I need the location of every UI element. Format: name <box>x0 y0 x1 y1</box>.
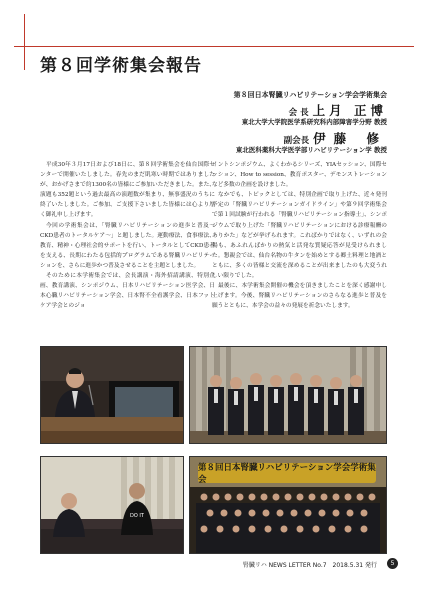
paragraph: そのために本学術集会では、会長講演・海外招請講演、特別企画、教育講演、シンポジウム、日本リハビリテーション医学会、日本心臓リハビリテーション学会、日本腎不全看護学会、日本フットケア学会とのジョ <box>40 273 215 310</box>
vice-president-affiliation: 東北医科薬科大学医学部リハビリテーション学 教授 <box>235 146 387 154</box>
title-accent-horizontal-rule <box>14 46 414 47</box>
svg-text:DO IT: DO IT <box>130 513 144 519</box>
president-affiliation: 東北大学大学院医学系研究科内部障害学分野 教授 <box>241 118 387 126</box>
article-column-right <box>212 160 387 311</box>
event-name: 第８回日本腎臓リハビリテーション学会学術集会 <box>233 91 387 99</box>
page-number-badge: 5 <box>387 558 398 569</box>
vice-president-name: 伊藤 修 <box>313 131 387 146</box>
photo-speaker-at-podium <box>40 346 184 444</box>
paragraph: イントシンポジウム、よくわかるシリーズ、YIAセッション、国際セッション、How to session、教育ポスター、デモンストレーションなど多数の企画を設けました。 <box>212 162 387 189</box>
president-name: 上月 正博 <box>312 103 387 118</box>
footer-text: 腎臓リハ NEWS LETTER No.7 2018.5.31 発行 <box>242 562 377 569</box>
conference-banner: 第８回日本腎臓リハビリテーション学会学術集会 <box>198 463 376 485</box>
paragraph: 平成30年３月17日および18日に、第８回学術集会を仙台国際センターで開催いたしました。春先のまだ肌寒い時期ではありましたが、おかげさまで約1300名の皆様にご参加いただきました。また、演題も352題という過去最高の演題数が集まり、無事盛況のうちに終了いたしました。ご参加、ご支援下さいました皆様には心より厚く御礼申し上げます。 <box>40 162 215 219</box>
title-accent-vertical-rule <box>24 14 25 70</box>
article-column-left <box>40 160 215 311</box>
photo-panel-discussion <box>40 456 184 554</box>
page-title: 第８回学術集会報告 <box>40 56 202 76</box>
photo-group-standing <box>189 346 387 444</box>
paragraph: なかでも、トピックとしては、特別企画で取り上げた、近々発刊予定の「腎臓リハビリテーションガイドライン」や第９回学術集会で第１回試験が行われる「腎臓リハビリテーション指導士」、シンポジウムで取り上げた「腎臓リハビリテーションにおける診療報酬のありかた」などが挙げられます。こればかりではなく、いずれの会場も、あふれんばかりの熱気と活発な質疑応答が見受けられました。懇親会では、仙台名物の牛タンを始めとする郷土料理と地酒とともに、多くの皆様と交流を深めることが出来ましたのも大変うれしい限りでした。 <box>212 192 387 280</box>
paragraph: 今回の学術集会は、「腎臓リハビリテーションの進歩と普及～CKD患者のトータルケア～」と題しました。運動療法、食事療法、教育、精神・心理社会的サポートを行い、トータルとしてCKD患者を支える、長期にわたる包括的プログラムである腎臓リハビリテーションを、さらに進歩かつ普及させることを主題としました。 <box>40 222 215 269</box>
vice-president-role: 副会長 <box>283 136 310 146</box>
photo-banner-group <box>189 456 387 554</box>
paragraph: 最後に、本学術集会開催の機会を頂きましたことを深く感謝申し上げます。今後、腎臓リハビリテーションのさらなる進歩と普及を願うとともに、本学会の益々の発展を祈念いたします。 <box>212 283 387 310</box>
president-role: 会 長 <box>288 108 309 118</box>
